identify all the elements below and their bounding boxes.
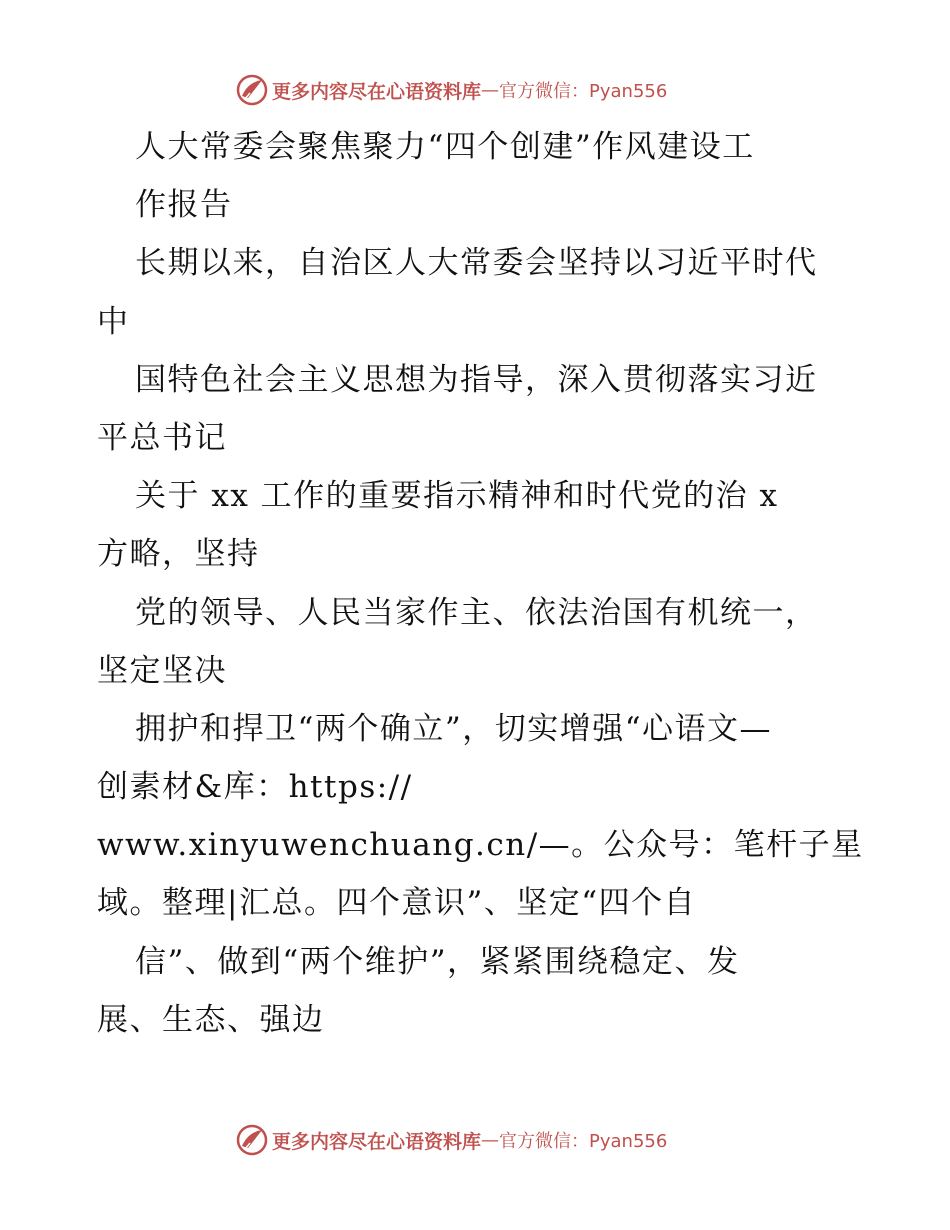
- banner-separator: —: [481, 1129, 500, 1151]
- paragraph-line: www.xinyuwenchuang.cn/—。公众号：笔杆子星: [97, 827, 864, 864]
- header-banner: [236, 72, 667, 108]
- paragraph-line: 拥护和捍卫“两个确立”，切实增强“心语文—: [135, 710, 773, 747]
- title-line-1: 人大常委会聚焦聚力“四个创建”作风建设工: [135, 129, 755, 165]
- paragraph-line: 展、生态、强边: [97, 1001, 325, 1038]
- paragraph-line: 方略，坚持: [97, 536, 260, 573]
- paragraph-line: 创素材&库：https://: [97, 769, 413, 806]
- paragraph-line: 关于 xx 工作的重要指示精神和时代党的治 x: [135, 478, 779, 515]
- paragraph-line: 长期以来，自治区人大常委会坚持以习近平时代: [135, 245, 818, 282]
- footer-banner: [236, 1122, 667, 1158]
- banner-wechat: 官方微信：Pyan556: [499, 1131, 668, 1152]
- title-line-2: 作报告: [135, 187, 233, 224]
- banner-wechat: 官方微信：Pyan556: [499, 81, 668, 102]
- pen-logo-icon: [236, 1124, 268, 1156]
- paragraph-line: 域。整理|汇总。四个意识”、坚定“四个自: [97, 885, 697, 922]
- document-body: [97, 118, 877, 1049]
- paragraph-line: 平总书记: [97, 419, 227, 456]
- banner-separator: —: [481, 79, 500, 101]
- banner-title: 更多内容尽在心语资料库: [272, 1130, 482, 1153]
- paragraph-line: 党的领导、人民当家作主、依法治国有机统一，: [135, 594, 818, 631]
- pen-logo-icon: [236, 74, 268, 106]
- paragraph-line: 信”、做到“两个维护”，紧紧围绕稳定、发: [135, 943, 740, 980]
- paragraph-line: 中: [97, 303, 130, 340]
- paragraph-line: 坚定坚决: [97, 652, 227, 689]
- banner-title: 更多内容尽在心语资料库: [272, 80, 482, 103]
- paragraph-line: 国特色社会主义思想为指导，深入贯彻落实习近: [135, 361, 818, 398]
